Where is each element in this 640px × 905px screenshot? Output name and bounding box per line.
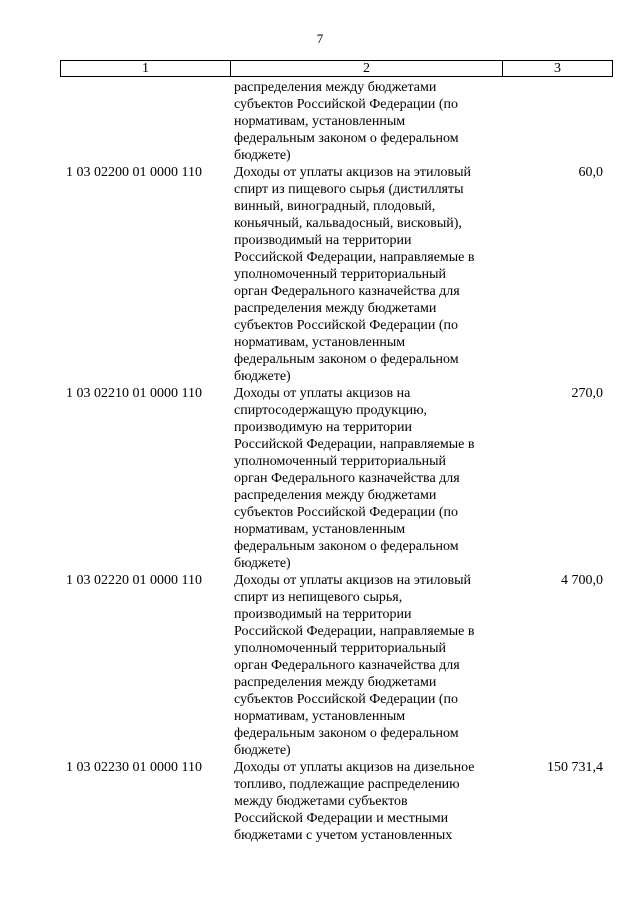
description-line: распределения между бюджетами (234, 301, 437, 316)
description-cell (230, 164, 502, 385)
description-line: субъектов Российской Федерации (по (234, 692, 458, 707)
table-row (60, 759, 613, 844)
revenue-code-cell: 1 03 02220 01 0000 110 (66, 573, 202, 588)
description-line: субъектов Российской Федерации (по (234, 97, 458, 112)
description-line: распределения между бюджетами (234, 488, 437, 503)
amount-cell: 60,0 (578, 165, 603, 180)
description-line: производимый на территории (234, 607, 412, 622)
description-line: Доходы от уплаты акцизов на дизельное (234, 760, 475, 775)
column-header-2: 2 (231, 61, 503, 76)
amount-cell: 270,0 (571, 386, 603, 401)
description-line: федеральным законом о федеральном (234, 726, 459, 741)
description-line: распределения между бюджетами (234, 80, 437, 95)
revenue-code-cell: 1 03 02200 01 0000 110 (66, 165, 202, 180)
table-header (60, 60, 613, 77)
column-header-1: 1 (61, 61, 231, 76)
description-line: топливо, подлежащие распределению (234, 777, 460, 792)
column-header-3: 3 (554, 61, 561, 76)
description-cell (230, 759, 502, 844)
description-line: распределения между бюджетами (234, 675, 437, 690)
revenue-code-cell (60, 79, 230, 164)
description-line: спирт из пищевого сырья (дистилляты (234, 182, 464, 197)
description-line: федеральным законом о федеральном (234, 131, 459, 146)
description-line: Российской Федерации, направляемые в (234, 624, 475, 639)
description-line: нормативам, установленным (234, 522, 406, 537)
description-line: орган Федерального казначейства для (234, 471, 460, 486)
description-line: Российской Федерации, направляемые в (234, 250, 475, 265)
description-line: бюджете) (234, 148, 291, 163)
description-line: федеральным законом о федеральном (234, 352, 459, 367)
description-line: нормативам, установленным (234, 335, 406, 350)
description-line: орган Федерального казначейства для (234, 658, 460, 673)
description-line: производимую на территории (234, 420, 413, 435)
description-line: нормативам, установленным (234, 709, 406, 724)
description-line: федеральным законом о федеральном (234, 539, 459, 554)
description-cell (230, 79, 502, 164)
description-line: Доходы от уплаты акцизов на этиловый (234, 165, 471, 180)
description-line: Российской Федерации и местными (234, 811, 449, 826)
description-line: Российской Федерации, направляемые в (234, 437, 475, 452)
description-line: Доходы от уплаты акцизов на этиловый (234, 573, 471, 588)
revenue-code-cell: 1 03 02230 01 0000 110 (66, 760, 202, 775)
description-line: между бюджетами субъектов (234, 794, 408, 809)
description-line: коньячный, кальвадосный, висковый), (234, 216, 462, 231)
page-number: 7 (316, 31, 324, 46)
description-line: субъектов Российской Федерации (по (234, 318, 458, 333)
table-row (60, 572, 613, 759)
description-line: бюджетами с учетом установленных (234, 828, 453, 843)
amount-cell: 4 700,0 (561, 573, 603, 588)
amount-cell (502, 79, 613, 164)
revenue-code-cell: 1 03 02210 01 0000 110 (66, 386, 202, 401)
description-line: нормативам, установленным (234, 114, 406, 129)
table-row (60, 385, 613, 572)
description-line: винный, виноградный, плодовый, (234, 199, 436, 214)
description-cell (230, 385, 502, 572)
description-line: уполномоченный территориальный (234, 454, 447, 469)
table-body (60, 79, 613, 844)
description-line: производимый на территории (234, 233, 412, 248)
description-line: спирт из непищевого сырья, (234, 590, 403, 605)
description-line: уполномоченный территориальный (234, 267, 447, 282)
table-row (60, 79, 613, 164)
description-line: субъектов Российской Федерации (по (234, 505, 458, 520)
table-row (60, 164, 613, 385)
description-line: спиртосодержащую продукцию, (234, 403, 428, 418)
amount-cell: 150 731,4 (547, 760, 603, 775)
description-cell (230, 572, 502, 759)
description-line: уполномоченный территориальный (234, 641, 447, 656)
description-line: бюджете) (234, 369, 291, 384)
description-line: орган Федерального казначейства для (234, 284, 460, 299)
description-line: бюджете) (234, 556, 291, 571)
description-line: бюджете) (234, 743, 291, 758)
description-line: Доходы от уплаты акцизов на (234, 386, 411, 401)
